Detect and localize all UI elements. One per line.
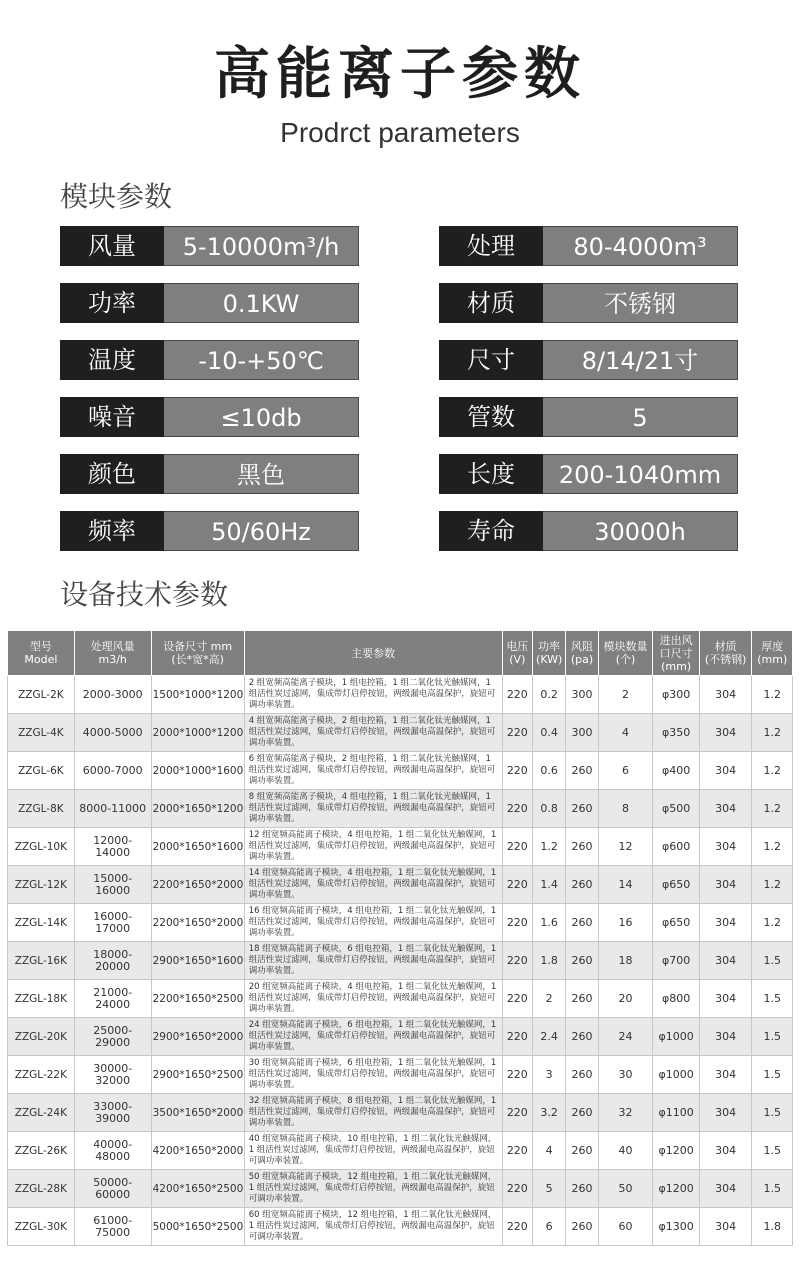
table-cell: ZZGL-14K	[8, 904, 75, 942]
table-cell: 50000-60000	[74, 1170, 151, 1208]
table-cell: 220	[502, 904, 532, 942]
table-cell: 2200*1650*2500	[151, 980, 244, 1018]
table-cell: φ650	[653, 866, 700, 904]
table-cell: 300	[566, 676, 598, 714]
param-value: -10-+50℃	[164, 340, 359, 380]
table-cell: 0.6	[532, 752, 565, 790]
table-cell: 304	[699, 1208, 752, 1246]
table-cell: 24	[598, 1018, 653, 1056]
table-cell: 1.2	[752, 828, 793, 866]
table-cell: 8	[598, 790, 653, 828]
table-cell: ZZGL-16K	[8, 942, 75, 980]
table-cell: 304	[699, 942, 752, 980]
table-cell: 304	[699, 1170, 752, 1208]
table-cell: 2900*1650*2000	[151, 1018, 244, 1056]
param-item	[60, 283, 359, 323]
table-cell: 300	[566, 714, 598, 752]
param-item	[439, 226, 738, 266]
table-cell: φ400	[653, 752, 700, 790]
table-cell: φ1000	[653, 1018, 700, 1056]
table-cell: 3500*1650*2000	[151, 1094, 244, 1132]
table-cell: 30	[598, 1056, 653, 1094]
table-cell: 260	[566, 980, 598, 1018]
table-cell: ZZGL-30K	[8, 1208, 75, 1246]
param-label: 颜色	[60, 454, 164, 494]
table-cell: 2200*1650*2000	[151, 866, 244, 904]
table-row	[8, 1018, 793, 1056]
table-cell: 260	[566, 942, 598, 980]
table-cell: ZZGL-2K	[8, 676, 75, 714]
table-row	[8, 904, 793, 942]
table-cell: 1.5	[752, 1132, 793, 1170]
table-cell: 16 组宽频高能离子模块，4 组电控箱，1 组二氧化钛光触媒网，1 组活性炭过滤网，集成带灯启停按钮，两级漏电高温保护，旋钮可调功率装置。	[244, 904, 502, 942]
table-cell: 220	[502, 752, 532, 790]
table-cell: 2 组宽频高能离子模块，1 组电控箱，1 组二氧化钛光触媒网，1 组活性炭过滤网，集成带灯启停按钮，两级漏电高温保护，旋钮可调功率装置。	[244, 676, 502, 714]
table-cell: 304	[699, 904, 752, 942]
table-cell: 304	[699, 714, 752, 752]
table-cell: 6	[598, 752, 653, 790]
table-cell: 304	[699, 828, 752, 866]
table-cell: 2	[532, 980, 565, 1018]
param-value: 8/14/21寸	[543, 340, 738, 380]
table-cell: 1.5	[752, 1094, 793, 1132]
table-cell: 220	[502, 790, 532, 828]
table-cell: 1.2	[752, 790, 793, 828]
table-cell: 2900*1650*2500	[151, 1056, 244, 1094]
table-cell: 6000-7000	[74, 752, 151, 790]
table-header-cell: 功率 (KW)	[532, 631, 565, 676]
table-cell: 5	[532, 1170, 565, 1208]
table-cell: 1.5	[752, 1018, 793, 1056]
table-row	[8, 1094, 793, 1132]
table-cell: 1.8	[532, 942, 565, 980]
table-cell: 8 组宽频高能离子模块，4 组电控箱，1 组二氧化钛光触媒网，1 组活性炭过滤网，集成带灯启停按钮，两级漏电高温保护，旋钮可调功率装置。	[244, 790, 502, 828]
table-cell: 50	[598, 1170, 653, 1208]
param-item	[60, 454, 359, 494]
table-cell: 220	[502, 942, 532, 980]
table-cell: ZZGL-6K	[8, 752, 75, 790]
table-header-cell: 主要参数	[244, 631, 502, 676]
param-value: 不锈钢	[543, 283, 738, 323]
table-cell: 304	[699, 1132, 752, 1170]
table-row	[8, 676, 793, 714]
table-cell: φ600	[653, 828, 700, 866]
table-cell: 1.2	[532, 828, 565, 866]
table-cell: 220	[502, 1132, 532, 1170]
table-header-cell: 风阻 (pa)	[566, 631, 598, 676]
table-header-cell: 材质 (不锈钢)	[699, 631, 752, 676]
table-cell: 4	[532, 1132, 565, 1170]
table-cell: ZZGL-26K	[8, 1132, 75, 1170]
table-cell: 21000-24000	[74, 980, 151, 1018]
param-label: 温度	[60, 340, 164, 380]
table-row	[8, 1208, 793, 1246]
param-label: 材质	[439, 283, 543, 323]
table-row	[8, 790, 793, 828]
table-cell: 18000-20000	[74, 942, 151, 980]
table-header-cell: 处理风量 m3/h	[74, 631, 151, 676]
table-cell: 18 组宽频高能离子模块，6 组电控箱，1 组二氧化钛光触媒网，1 组活性炭过滤网，集成带灯启停按钮，两级漏电高温保护，旋钮可调功率装置。	[244, 942, 502, 980]
table-cell: 220	[502, 1170, 532, 1208]
table-cell: 1.8	[752, 1208, 793, 1246]
param-label: 噪音	[60, 397, 164, 437]
param-label: 寿命	[439, 511, 543, 551]
table-cell: 8000-11000	[74, 790, 151, 828]
param-value: 0.1KW	[164, 283, 359, 323]
table-cell: 60 组宽频高能离子模块，12 组电控箱，1 组二氧化钛光触媒网，1 组活性炭过滤网，集成带灯启停按钮，两级漏电高温保护，旋钮可调功率装置。	[244, 1208, 502, 1246]
table-cell: 1.2	[752, 752, 793, 790]
param-label: 风量	[60, 226, 164, 266]
table-header-cell: 设备尺寸 mm (长*宽*高)	[151, 631, 244, 676]
table-cell: 1.5	[752, 1056, 793, 1094]
table-cell: ZZGL-18K	[8, 980, 75, 1018]
table-cell: 0.4	[532, 714, 565, 752]
table-cell: 304	[699, 790, 752, 828]
table-cell: 40000-48000	[74, 1132, 151, 1170]
table-cell: 260	[566, 1094, 598, 1132]
table-cell: 2.4	[532, 1018, 565, 1056]
table-cell: 260	[566, 752, 598, 790]
param-item	[60, 397, 359, 437]
table-cell: 220	[502, 1094, 532, 1132]
table-cell: 4200*1650*2000	[151, 1132, 244, 1170]
table-cell: 304	[699, 1056, 752, 1094]
table-cell: 32	[598, 1094, 653, 1132]
table-cell: 2	[598, 676, 653, 714]
table-cell: φ650	[653, 904, 700, 942]
table-cell: 260	[566, 828, 598, 866]
table-cell: ZZGL-4K	[8, 714, 75, 752]
table-cell: 260	[566, 1018, 598, 1056]
param-item	[60, 226, 359, 266]
param-item	[60, 340, 359, 380]
param-item	[439, 283, 738, 323]
table-row	[8, 752, 793, 790]
table-cell: φ300	[653, 676, 700, 714]
param-item	[60, 511, 359, 551]
table-cell: 12	[598, 828, 653, 866]
table-cell: 1.2	[752, 714, 793, 752]
table-cell: 1.5	[752, 980, 793, 1018]
param-item	[439, 340, 738, 380]
table-cell: 304	[699, 866, 752, 904]
table-cell: ZZGL-24K	[8, 1094, 75, 1132]
table-cell: 2000*1000*1600	[151, 752, 244, 790]
table-cell: 4200*1650*2500	[151, 1170, 244, 1208]
table-cell: 6	[532, 1208, 565, 1246]
table-cell: 15000-16000	[74, 866, 151, 904]
table-cell: ZZGL-22K	[8, 1056, 75, 1094]
table-cell: 220	[502, 828, 532, 866]
table-cell: 30000-32000	[74, 1056, 151, 1094]
table-cell: 220	[502, 1018, 532, 1056]
table-cell: 220	[502, 1056, 532, 1094]
table-cell: φ350	[653, 714, 700, 752]
table-cell: 12000-14000	[74, 828, 151, 866]
param-item	[439, 454, 738, 494]
param-label: 长度	[439, 454, 543, 494]
param-value: 黑色	[164, 454, 359, 494]
table-row	[8, 714, 793, 752]
param-value: 50/60Hz	[164, 511, 359, 551]
param-label: 频率	[60, 511, 164, 551]
param-label: 处理	[439, 226, 543, 266]
table-cell: 5000*1650*2500	[151, 1208, 244, 1246]
table-row	[8, 866, 793, 904]
table-cell: 2000*1000*1200	[151, 714, 244, 752]
table-cell: 304	[699, 1018, 752, 1056]
table-row	[8, 980, 793, 1018]
spec-table	[7, 630, 793, 1246]
table-cell: 260	[566, 904, 598, 942]
param-item	[439, 511, 738, 551]
table-cell: 20	[598, 980, 653, 1018]
table-cell: φ500	[653, 790, 700, 828]
table-cell: 220	[502, 980, 532, 1018]
table-header-cell: 模块数量 (个)	[598, 631, 653, 676]
table-cell: 40 组宽频高能离子模块，10 组电控箱，1 组二氧化钛光触媒网，1 组活性炭过滤网，集成带灯启停按钮，两级漏电高温保护，旋钮可调功率装置。	[244, 1132, 502, 1170]
table-cell: ZZGL-10K	[8, 828, 75, 866]
table-cell: 25000-29000	[74, 1018, 151, 1056]
param-value: 5	[543, 397, 738, 437]
table-cell: 1.6	[532, 904, 565, 942]
table-row	[8, 1132, 793, 1170]
table-cell: 3	[532, 1056, 565, 1094]
table-cell: 40	[598, 1132, 653, 1170]
table-cell: φ1000	[653, 1056, 700, 1094]
table-cell: 61000-75000	[74, 1208, 151, 1246]
table-cell: 220	[502, 1208, 532, 1246]
table-cell: 1500*1000*1200	[151, 676, 244, 714]
equipment-section-title: 设备技术参数	[60, 578, 229, 611]
table-cell: 18	[598, 942, 653, 980]
table-cell: ZZGL-28K	[8, 1170, 75, 1208]
table-cell: 0.2	[532, 676, 565, 714]
table-cell: 304	[699, 980, 752, 1018]
param-value: 200-1040mm	[543, 454, 738, 494]
table-header-row	[8, 631, 793, 676]
table-cell: 0.8	[532, 790, 565, 828]
table-cell: φ800	[653, 980, 700, 1018]
table-cell: 304	[699, 1094, 752, 1132]
table-cell: 260	[566, 1132, 598, 1170]
table-cell: 50 组宽频高能离子模块，12 组电控箱，1 组二氧化钛光触媒网，1 组活性炭过滤网，集成带灯启停按钮，两级漏电高温保护，旋钮可调功率装置。	[244, 1170, 502, 1208]
page-subtitle: Prodrct parameters	[280, 117, 520, 148]
param-value: 80-4000m³	[543, 226, 738, 266]
table-header-cell: 进出风 口尺寸 (mm)	[653, 631, 700, 676]
table-cell: 20 组宽频高能离子模块，4 组电控箱，1 组二氧化钛光触媒网，1 组活性炭过滤网，集成带灯启停按钮，两级漏电高温保护，旋钮可调功率装置。	[244, 980, 502, 1018]
table-cell: 1.2	[752, 866, 793, 904]
param-item	[439, 397, 738, 437]
table-cell: 1.4	[532, 866, 565, 904]
param-value: 5-10000m³/h	[164, 226, 359, 266]
table-row	[8, 942, 793, 980]
table-cell: φ700	[653, 942, 700, 980]
table-cell: 33000-39000	[74, 1094, 151, 1132]
table-cell: 6 组宽频高能离子模块，2 组电控箱，1 组二氧化钛光触媒网，1 组活性炭过滤网，集成带灯启停按钮，两级漏电高温保护，旋钮可调功率装置。	[244, 752, 502, 790]
table-cell: 4	[598, 714, 653, 752]
table-cell: 14	[598, 866, 653, 904]
table-cell: 12 组宽频高能离子模块，4 组电控箱，1 组二氧化钛光触媒网，1 组活性炭过滤网，集成带灯启停按钮，两级漏电高温保护，旋钮可调功率装置。	[244, 828, 502, 866]
table-cell: 2000*1650*1200	[151, 790, 244, 828]
table-cell: 2000-3000	[74, 676, 151, 714]
table-header-cell: 型号 Model	[8, 631, 75, 676]
table-cell: 3.2	[532, 1094, 565, 1132]
param-label: 尺寸	[439, 340, 543, 380]
table-cell: 260	[566, 866, 598, 904]
table-cell: 60	[598, 1208, 653, 1246]
table-cell: 304	[699, 752, 752, 790]
table-cell: 260	[566, 790, 598, 828]
table-cell: φ1100	[653, 1094, 700, 1132]
table-cell: φ1200	[653, 1170, 700, 1208]
table-row	[8, 1170, 793, 1208]
table-cell: 260	[566, 1056, 598, 1094]
table-cell: 16	[598, 904, 653, 942]
table-cell: 304	[699, 676, 752, 714]
table-cell: 1.5	[752, 1170, 793, 1208]
table-cell: 2900*1650*1600	[151, 942, 244, 980]
table-cell: 2200*1650*2000	[151, 904, 244, 942]
table-cell: 14 组宽频高能离子模块，4 组电控箱，1 组二氧化钛光触媒网，1 组活性炭过滤网，集成带灯启停按钮，两级漏电高温保护，旋钮可调功率装置。	[244, 866, 502, 904]
page-title: 高能离子参数	[214, 42, 586, 107]
param-value: 30000h	[543, 511, 738, 551]
table-cell: ZZGL-20K	[8, 1018, 75, 1056]
table-cell: 220	[502, 676, 532, 714]
table-cell: 260	[566, 1208, 598, 1246]
table-row	[8, 828, 793, 866]
table-cell: 220	[502, 714, 532, 752]
table-cell: 30 组宽频高能离子模块，6 组电控箱，1 组二氧化钛光触媒网，1 组活性炭过滤网，集成带灯启停按钮，两级漏电高温保护，旋钮可调功率装置。	[244, 1056, 502, 1094]
table-cell: 220	[502, 866, 532, 904]
table-cell: 260	[566, 1170, 598, 1208]
table-cell: 4000-5000	[74, 714, 151, 752]
table-row	[8, 1056, 793, 1094]
table-cell: ZZGL-12K	[8, 866, 75, 904]
table-cell: 1.2	[752, 676, 793, 714]
table-cell: 1.5	[752, 942, 793, 980]
table-cell: φ1300	[653, 1208, 700, 1246]
table-cell: 16000-17000	[74, 904, 151, 942]
module-section-title: 模块参数	[60, 180, 173, 213]
table-cell: 32 组宽频高能离子模块，8 组电控箱，1 组二氧化钛光触媒网，1 组活性炭过滤网，集成带灯启停按钮，两级漏电高温保护，旋钮可调功率装置。	[244, 1094, 502, 1132]
table-header-cell: 电压 (V)	[502, 631, 532, 676]
param-value: ≤10db	[164, 397, 359, 437]
table-cell: 4 组宽频高能离子模块，2 组电控箱，1 组二氧化钛光触媒网，1 组活性炭过滤网，集成带灯启停按钮，两级漏电高温保护，旋钮可调功率装置。	[244, 714, 502, 752]
table-cell: ZZGL-8K	[8, 790, 75, 828]
table-cell: φ1200	[653, 1132, 700, 1170]
param-label: 功率	[60, 283, 164, 323]
param-label: 管数	[439, 397, 543, 437]
table-cell: 1.2	[752, 904, 793, 942]
table-cell: 24 组宽频高能离子模块，6 组电控箱，1 组二氧化钛光触媒网，1 组活性炭过滤网，集成带灯启停按钮，两级漏电高温保护，旋钮可调功率装置。	[244, 1018, 502, 1056]
table-cell: 2000*1650*1600	[151, 828, 244, 866]
table-header-cell: 厚度 (mm)	[752, 631, 793, 676]
